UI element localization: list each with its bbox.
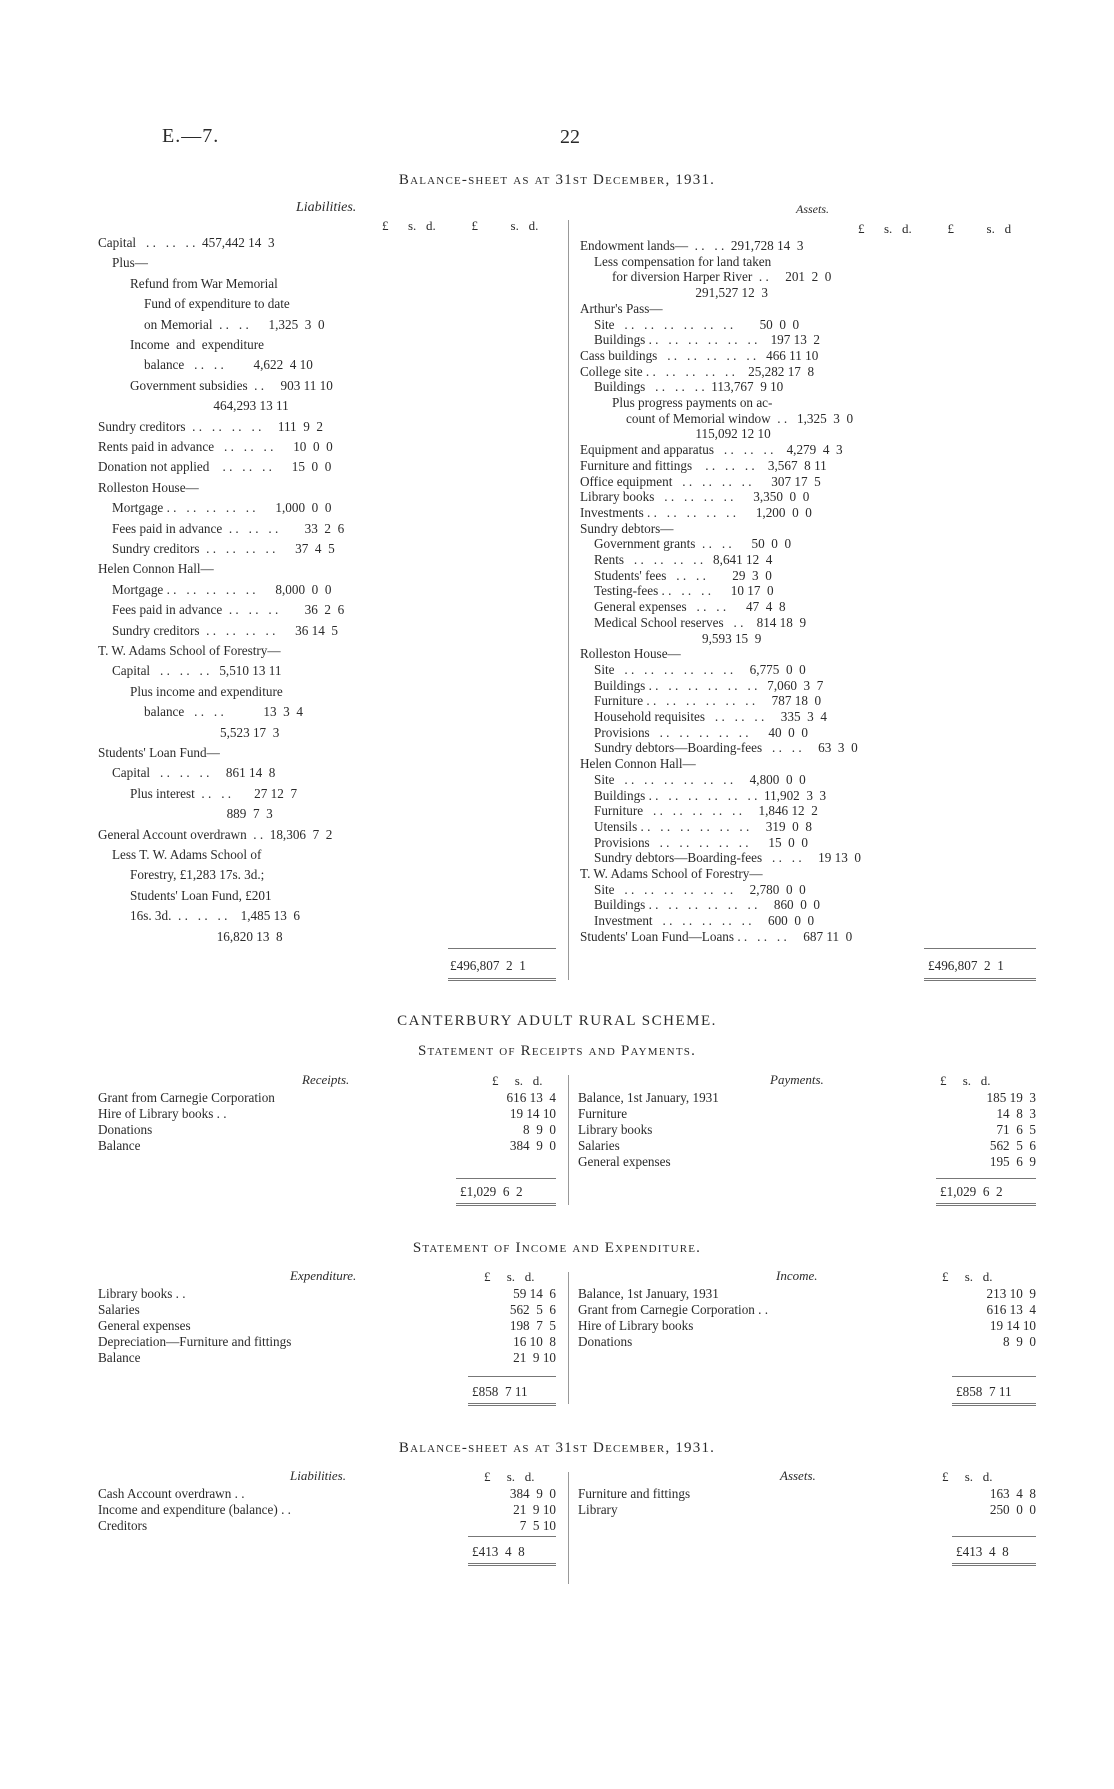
payments-total: £1,029 6 2: [940, 1184, 1003, 1199]
asset-row: Library books . . . . . . . . 3,350 0 0: [580, 489, 810, 505]
expenditure-amount: 562 5 6: [509, 1302, 556, 1317]
payment-amount: 562 5 6: [989, 1138, 1036, 1153]
scheme-liability-amount: 384 9 0: [509, 1486, 556, 1501]
total-rule-left: [448, 948, 556, 949]
ie-rule-left: [468, 1376, 556, 1377]
income-label: Grant from Carnegie Corporation . .: [578, 1302, 769, 1317]
asset-row: 291,527 12 3: [580, 285, 768, 301]
receipts-heading: Receipts.: [302, 1072, 350, 1087]
asset-row: Students' Loan Fund—Loans . . . . . . 687 11 0: [580, 928, 853, 944]
liability-row: Plus income and expenditure: [130, 683, 283, 699]
assets-heading: Assets.: [796, 202, 829, 216]
liability-row: 16,820 13 8: [98, 928, 283, 944]
scheme-liabilities-total: £413 4 8: [472, 1544, 525, 1559]
asset-row: Site . . . . . . . . . . . . 50 0 0: [594, 316, 800, 332]
receipt-amount: 384 9 0: [509, 1138, 556, 1153]
ie-double-right: [952, 1403, 1036, 1406]
liability-row: General Account overdrawn . . 18,306 7 2: [98, 826, 333, 842]
rp-double-left: [456, 1203, 556, 1206]
expenditure-column-heads: £ s. d.: [484, 1269, 535, 1284]
liability-row: Rolleston House—: [98, 479, 199, 495]
expenditure-label: Salaries: [98, 1302, 140, 1317]
scheme-liability-amount: 7 5 10: [513, 1518, 556, 1533]
liability-row: Mortgage . . . . . . . . . . 1,000 0 0: [112, 500, 332, 516]
scheme-liabilities-heading: Liabilities.: [290, 1468, 346, 1483]
payment-amount: 195 6 9: [989, 1154, 1036, 1169]
liability-row: Fees paid in advance . . . . . . 36 2 6: [112, 602, 345, 618]
expenditure-amount: 16 10 8: [509, 1334, 556, 1349]
liability-row: Forestry, £1,283 17s. 3d.;: [130, 867, 265, 883]
scheme-liability-label: Income and expenditure (balance) . .: [98, 1502, 291, 1517]
asset-row: Rents . . . . . . . . 8,641 12 4: [594, 552, 773, 567]
asset-row: College site . . . . . . . . . . 25,282 17 8: [580, 363, 815, 379]
payment-amount: 185 19 3: [986, 1090, 1036, 1105]
receipt-label: Hire of Library books . .: [98, 1106, 227, 1121]
liability-row: Students' Loan Fund, £201: [130, 887, 272, 903]
liability-row: 16s. 3d. . . . . . . 1,485 13 6: [130, 908, 300, 924]
expenditure-amount: 59 14 6: [509, 1286, 556, 1301]
asset-row: 9,593 15 9: [580, 630, 762, 646]
asset-row: Testing-fees . . . . . . 10 17 0: [594, 583, 774, 599]
asset-row: Equipment and apparatus . . . . . . 4,279 4 3: [580, 442, 843, 458]
liabilities-heading: Liabilities.: [296, 200, 357, 215]
expenditure-label: Library books . .: [98, 1286, 186, 1301]
liability-row: on Memorial . . . . 1,325 3 0: [144, 316, 325, 332]
asset-row: Rolleston House—: [580, 646, 681, 662]
scheme-balance-sheet-title: Balance-sheet as at 31st December, 1931.: [398, 1440, 716, 1456]
liability-row: Sundry creditors . . . . . . . . 37 4 5: [112, 541, 335, 556]
rp-divider: [568, 1075, 569, 1205]
income-label: Hire of Library books: [578, 1318, 694, 1333]
income-heading: Income.: [776, 1268, 818, 1283]
assets-column-heads: £ s. d. £ s. d: [858, 221, 1012, 236]
asset-row: Buildings . . . . . . . . . . . . 197 13 2: [594, 332, 821, 348]
expenditure-label: General expenses: [98, 1318, 191, 1333]
bs2-double-left: [468, 1563, 556, 1566]
receipts-column-heads: £ s. d.: [492, 1073, 543, 1088]
asset-row: Provisions . . . . . . . . . . 40 0 0: [594, 724, 808, 740]
asset-row: Plus progress payments on ac-: [612, 395, 773, 410]
asset-row: Buildings . . . . . . . . . . . . 11,902 3 3: [594, 787, 827, 803]
asset-row: for diversion Harper River . . 201 2 0: [612, 269, 832, 285]
scheme-asset-label: Library: [578, 1502, 618, 1517]
asset-row: T. W. Adams School of Forestry—: [580, 866, 763, 881]
scheme-assets-total: £413 4 8: [956, 1544, 1009, 1559]
asset-row: Cass buildings . . . . . . . . . . 466 11 10: [580, 347, 819, 363]
scheme-title: CANTERBURY ADULT RURAL SCHEME.: [397, 1013, 717, 1029]
liability-row: balance . . . . 13 3 4: [144, 704, 303, 720]
income-amount: 213 10 9: [986, 1286, 1036, 1301]
asset-row: Buildings . . . . . . . . . . . . 7,060 3 7: [594, 677, 824, 693]
scheme-liab-column-heads: £ s. d.: [484, 1469, 535, 1484]
scheme-asset-amount: 250 0 0: [989, 1502, 1036, 1517]
total-double-rule-right: [924, 978, 1036, 981]
assets-total: £496,807 2 1: [928, 958, 1004, 973]
bs2-rule-left: [468, 1536, 556, 1537]
total-rule-right: [924, 948, 1036, 949]
receipt-label: Balance: [98, 1138, 141, 1153]
report-code: E.—7.: [162, 125, 220, 147]
payment-label: General expenses: [578, 1154, 671, 1169]
receipt-amount: 616 13 4: [506, 1090, 556, 1105]
asset-row: Furniture . . . . . . . . . . . . 787 18 0: [594, 693, 822, 709]
liability-row: Plus interest . . . . 27 12 7: [130, 785, 298, 801]
scheme-assets-heading: Assets.: [780, 1468, 816, 1483]
income-total: £858 7 11: [956, 1384, 1012, 1399]
bs2-rule-right: [952, 1536, 1036, 1537]
liability-row: Students' Loan Fund—: [98, 745, 220, 760]
asset-row: count of Memorial window . . 1,325 3 0: [626, 410, 854, 426]
ie-double-left: [468, 1403, 556, 1406]
liability-row: Rents paid in advance . . . . . . 10 0 0: [98, 439, 333, 454]
asset-row: Site . . . . . . . . . . . . 2,780 0 0: [594, 881, 806, 897]
receipt-amount: 19 14 10: [506, 1106, 556, 1121]
income-label: Donations: [578, 1334, 633, 1349]
asset-row: Endowment lands— . . . . 291,728 14 3: [580, 238, 804, 253]
scheme-liability-amount: 21 9 10: [509, 1502, 556, 1517]
liability-row: Sundry creditors . . . . . . . . 36 14 5: [112, 622, 339, 638]
income-amount: 616 13 4: [986, 1302, 1036, 1317]
asset-row: Investments . . . . . . . . . . 1,200 0 0: [580, 504, 812, 520]
bs2-double-right: [952, 1563, 1036, 1566]
receipt-label: Grant from Carnegie Corporation: [98, 1090, 275, 1105]
asset-row: 115,092 12 10: [580, 426, 771, 442]
asset-row: Medical School reserves . . 814 18 9: [594, 614, 807, 630]
liability-row: balance . . . . 4,622 4 10: [144, 357, 313, 373]
ie-divider: [568, 1272, 569, 1404]
liability-row: Capital . . . . . . 861 14 8: [112, 765, 276, 781]
scheme-liability-label: Cash Account overdrawn . .: [98, 1486, 245, 1501]
expenditure-label: Depreciation—Furniture and fittings: [98, 1334, 292, 1349]
expenditure-amount: 21 9 10: [509, 1350, 556, 1365]
liability-row: Donation not applied . . . . . . 15 0 0: [98, 459, 332, 475]
asset-row: Buildings . . . . . . 113,767 9 10: [594, 379, 784, 395]
payment-label: Library books: [578, 1122, 653, 1137]
receipts-payments-title: Statement of Receipts and Payments.: [417, 1043, 697, 1059]
payment-amount: 71 6 5: [993, 1122, 1036, 1137]
ie-rule-right: [952, 1376, 1036, 1377]
asset-row: General expenses . . . . 47 4 8: [594, 599, 786, 615]
liability-row: Fees paid in advance . . . . . . 33 2 6: [112, 520, 345, 536]
expenditure-heading: Expenditure.: [290, 1268, 357, 1283]
expenditure-label: Balance: [98, 1350, 141, 1365]
liability-row: Mortgage . . . . . . . . . . 8,000 0 0: [112, 581, 332, 597]
scheme-assets-column-heads: £ s. d.: [942, 1469, 993, 1484]
asset-row: Site . . . . . . . . . . . . 4,800 0 0: [594, 771, 806, 787]
receipts-total: £1,029 6 2: [460, 1184, 523, 1199]
liabilities-total: £496,807 2 1: [450, 958, 526, 973]
liabilities-column-heads: £ s. d. £ s. d.: [382, 218, 539, 233]
scheme-asset-amount: 163 4 8: [989, 1486, 1036, 1501]
liability-row: 889 7 3: [98, 806, 273, 822]
rp-rule-left: [456, 1178, 556, 1179]
asset-row: Sundry debtors—Boarding-fees . . . . 19 13 0: [594, 850, 862, 866]
asset-row: Less compensation for land taken: [594, 253, 772, 269]
asset-row: Furniture and fittings . . . . . . 3,567 8 11: [580, 457, 827, 473]
expenditure-amount: 198 7 5: [509, 1318, 556, 1333]
balance-sheet-title: Balance-sheet as at 31st December, 1931.: [398, 172, 716, 188]
payment-amount: 14 8 3: [993, 1106, 1036, 1121]
liability-row: 5,523 17 3: [98, 724, 280, 740]
asset-row: Buildings . . . . . . . . . . . . 860 0 0: [594, 897, 821, 913]
payment-label: Balance, 1st January, 1931: [578, 1090, 719, 1105]
income-expenditure-title: Statement of Income and Expenditure.: [412, 1240, 702, 1256]
page-number: 22: [560, 126, 580, 148]
scheme-asset-label: Furniture and fittings: [578, 1486, 691, 1501]
total-double-rule-left: [448, 978, 556, 981]
scheme-liability-label: Creditors: [98, 1518, 148, 1533]
asset-row: Government grants . . . . 50 0 0: [594, 536, 792, 552]
liability-row: Government subsidies . . 903 11 10: [130, 377, 333, 393]
column-divider: [568, 220, 569, 980]
liability-row: Helen Connon Hall—: [98, 561, 214, 577]
asset-row: Provisions . . . . . . . . . . 15 0 0: [594, 834, 808, 850]
bs2-divider: [568, 1472, 569, 1584]
asset-row: Household requisites . . . . . . 335 3 4: [594, 709, 827, 724]
asset-row: Arthur's Pass—: [580, 300, 663, 316]
rp-rule-right: [936, 1178, 1036, 1179]
asset-row: Sundry debtors—Boarding-fees . . . . 63 3 0: [594, 740, 858, 756]
income-amount: 8 9 0: [996, 1334, 1036, 1349]
liability-row: T. W. Adams School of Forestry—: [98, 643, 281, 658]
asset-row: Furniture . . . . . . . . . . 1,846 12 2: [594, 803, 818, 819]
liability-row: Income and expenditure: [130, 337, 265, 352]
payment-label: Salaries: [578, 1138, 620, 1153]
liability-row: Plus—: [112, 255, 148, 271]
rp-double-right: [936, 1203, 1036, 1206]
liability-row: Refund from War Memorial: [130, 275, 278, 291]
liability-row: 464,293 13 11: [98, 398, 289, 414]
receipt-amount: 8 9 0: [516, 1122, 556, 1137]
income-amount: 19 14 10: [986, 1318, 1036, 1333]
payment-label: Furniture: [578, 1106, 628, 1121]
asset-row: Office equipment . . . . . . . . 307 17 5: [580, 473, 821, 489]
asset-row: Utensils . . . . . . . . . . . . 319 0 8: [594, 818, 812, 834]
liability-row: Sundry creditors . . . . . . . . 111 9 2: [98, 418, 324, 434]
liability-row: Less T. W. Adams School of: [112, 847, 262, 862]
income-label: Balance, 1st January, 1931: [578, 1286, 719, 1301]
asset-row: Helen Connon Hall—: [580, 756, 696, 772]
liability-row: Capital . . . . . . 5,510 13 11: [112, 663, 282, 679]
asset-row: Sundry debtors—: [580, 520, 674, 536]
payments-column-heads: £ s. d.: [940, 1073, 991, 1088]
asset-row: Students' fees . . . . 29 3 0: [594, 567, 772, 583]
liability-row: Capital . . . . . . 457,442 14 3: [98, 235, 275, 250]
income-column-heads: £ s. d.: [942, 1269, 993, 1284]
liability-row: Fund of expenditure to date: [144, 296, 290, 312]
payments-heading: Payments.: [770, 1072, 824, 1087]
expenditure-total: £858 7 11: [472, 1384, 528, 1399]
asset-row: Investment . . . . . . . . . . 600 0 0: [594, 913, 815, 929]
receipt-label: Donations: [98, 1122, 153, 1137]
asset-row: Site . . . . . . . . . . . . 6,775 0 0: [594, 661, 806, 677]
